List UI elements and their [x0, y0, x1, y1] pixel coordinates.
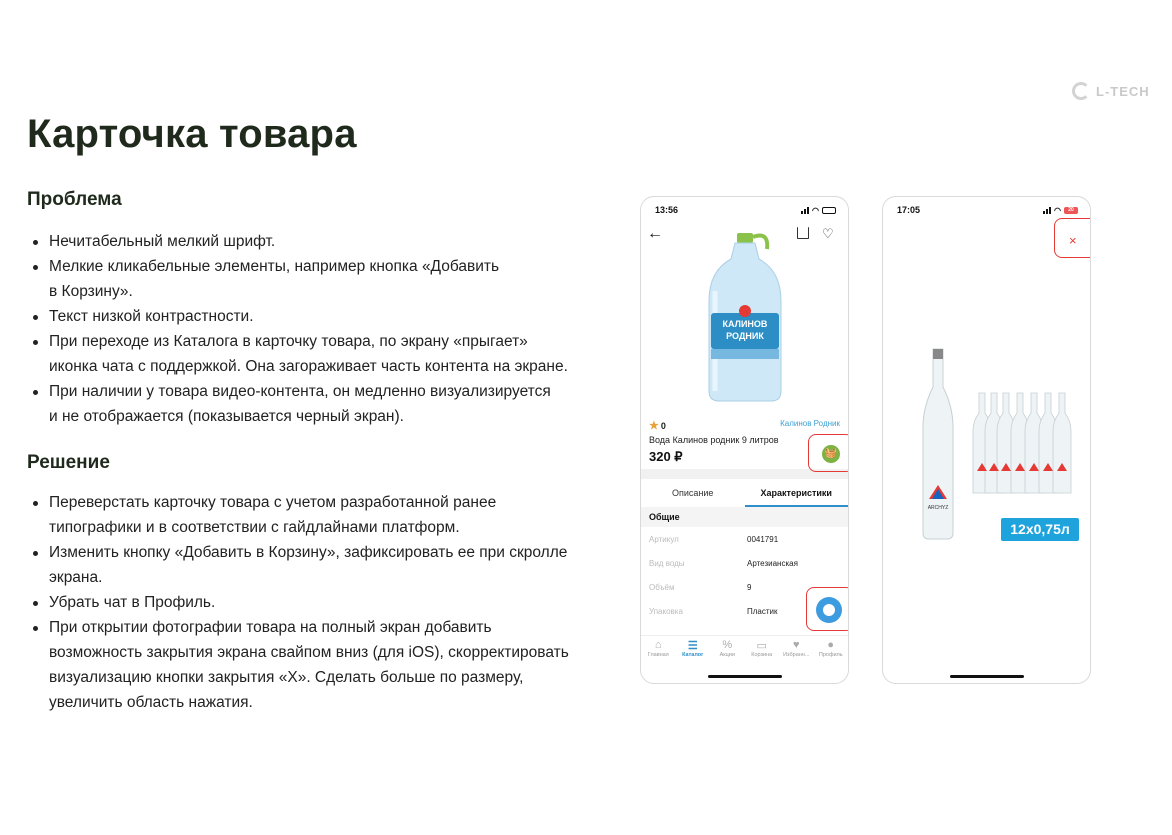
problem-list	[30, 229, 610, 429]
close-icon[interactable]: ×	[1069, 233, 1077, 248]
battery-icon	[822, 207, 836, 214]
bottle-label: ARCHYZ	[927, 505, 949, 511]
status-indicators	[1043, 205, 1078, 215]
tabbar-label: Избранн...	[783, 652, 810, 658]
list-item-text: При открытии фотографии товара на полный экран добавить возможность закрытия экрана свайпом вниз (для iOS), скорректировать визуализацию кнопки закрытия «X». Сделать больше по размеру, увеличить область нажатия.	[49, 619, 569, 711]
home-indicator	[950, 675, 1024, 678]
favorite-heart-icon[interactable]: ♡	[822, 226, 834, 241]
company-logo	[1072, 82, 1150, 100]
list-item-text: Мелкие кликабельные элементы, например кнопка «Добавить в Корзину».	[49, 258, 500, 300]
cart-icon: ▭	[756, 640, 767, 652]
wifi-icon: ◠	[812, 205, 819, 215]
logo-mark-icon	[1072, 82, 1090, 100]
spec-value: Пластик	[747, 607, 778, 616]
wifi-icon: ◠	[1054, 205, 1061, 215]
rating-value: 0	[660, 420, 666, 431]
product-photo-bottles[interactable]	[897, 347, 1087, 547]
spec-row	[649, 559, 840, 568]
spec-section-title: Общие	[641, 507, 848, 527]
highlight-chat-button	[806, 587, 849, 631]
bottle-label-line1: КАЛИНОВ	[722, 319, 768, 329]
spec-key: Объём	[649, 583, 675, 592]
list-item-text: При переходе из Каталога в карточку товара, по экрану «прыгает» иконка чата с поддержкой. Она загораживает часть контента на экране.	[49, 333, 568, 375]
status-time: 13:56	[655, 205, 679, 215]
volume-badge: 12x0,75л	[1001, 518, 1079, 541]
list-item-text: Изменить кнопку «Добавить в Корзину», зафиксировать ее при скролле экрана.	[49, 544, 568, 586]
spec-key: Упаковка	[649, 607, 683, 616]
tabbar-label: Главная	[647, 652, 669, 658]
status-time: 17:05	[897, 205, 921, 215]
tabbar-item-promo[interactable]	[710, 636, 745, 665]
list-item	[30, 540, 610, 590]
list-item-text: Переверстать карточку товара с учетом разработанной ранее типографики и в соответствии с гайдлайнами платформ.	[49, 494, 497, 536]
spec-value: 0041791	[747, 535, 779, 544]
list-item: Текст низкой контрастности.	[30, 304, 610, 329]
phone-product-card-screenshot	[640, 196, 849, 684]
spec-row	[649, 535, 840, 544]
list-item-text: При наличии у товара видео-контента, он медленно визуализируется и не отображается (показывается черный экран).	[49, 383, 551, 425]
tabbar-label: Каталог	[682, 652, 704, 658]
brand-link[interactable]: Калинов Родник	[780, 419, 840, 428]
status-indicators	[801, 205, 836, 215]
profile-icon: ●	[827, 639, 835, 651]
tabbar-label: Профиль	[818, 652, 843, 658]
heart-icon: ♥	[792, 639, 800, 651]
signal-icon	[1043, 207, 1051, 214]
spec-value: Артезианская	[747, 559, 798, 568]
basket-icon: 🧺	[824, 448, 838, 459]
tabbar-item-cart[interactable]	[745, 636, 780, 665]
list-item: Убрать чат в Профиль.	[30, 590, 610, 615]
spec-key: Вид воды	[649, 559, 685, 568]
list-item	[30, 615, 610, 715]
list-item	[30, 329, 610, 379]
catalog-search-icon: ☰	[687, 640, 698, 652]
rating	[649, 419, 666, 432]
status-bar	[897, 205, 1078, 215]
tab-description[interactable]: Описание	[672, 488, 714, 498]
back-arrow-icon[interactable]: ←	[647, 225, 663, 242]
tabbar-item-home[interactable]	[641, 636, 676, 665]
percent-icon: %	[722, 639, 733, 651]
product-bottle-image[interactable]	[707, 231, 783, 403]
spec-key: Артикул	[649, 535, 679, 544]
problem-heading: Проблема	[27, 189, 122, 210]
spec-value: 9	[747, 583, 752, 592]
home-icon: ⌂	[654, 639, 662, 651]
product-tabs	[641, 481, 848, 507]
tab-characteristics[interactable]: Характеристики	[745, 481, 849, 507]
status-bar	[655, 205, 836, 215]
tabbar-item-catalog[interactable]	[676, 636, 711, 665]
list-item	[30, 379, 610, 429]
list-item: Нечитабельный мелкий шрифт.	[30, 229, 610, 254]
list-item	[30, 490, 610, 540]
solution-list	[30, 490, 610, 715]
tabbar-item-profile[interactable]	[814, 636, 849, 665]
phone-fullscreen-photo-screenshot	[882, 196, 1091, 684]
battery-icon: 20	[1064, 207, 1078, 214]
highlight-cart-button	[808, 434, 849, 472]
signal-icon	[801, 207, 809, 214]
bottom-tab-bar	[641, 635, 848, 665]
list-item	[30, 254, 610, 304]
product-name: Вода Калинов родник 9 литров	[649, 435, 779, 445]
star-icon: ★	[649, 420, 659, 432]
bottle-label-line2: РОДНИК	[726, 331, 764, 341]
share-icon[interactable]	[797, 227, 809, 239]
tabbar-item-favorites[interactable]	[779, 636, 814, 665]
tabbar-label: Акции	[719, 652, 735, 658]
home-indicator	[708, 675, 782, 678]
product-price: 320 ₽	[649, 449, 683, 464]
solution-heading: Решение	[27, 452, 110, 473]
page-title: Карточка товара	[27, 112, 357, 156]
highlight-close-button	[1054, 218, 1091, 258]
tabbar-label: Корзина	[751, 652, 773, 658]
logo-text: L-TECH	[1096, 83, 1150, 99]
